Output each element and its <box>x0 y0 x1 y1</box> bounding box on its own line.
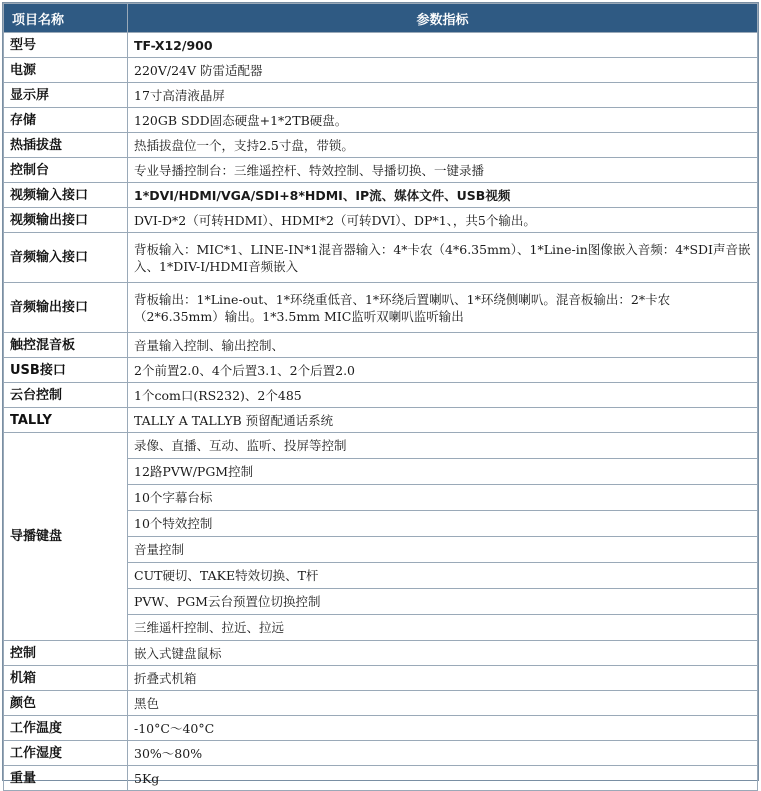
director-keyboard-item: 10个字幕台标 <box>128 485 758 511</box>
row-key: 控制 <box>4 641 128 666</box>
table-row <box>4 641 758 666</box>
row-key: 存储 <box>4 108 128 133</box>
row-value: 30%～80% <box>128 741 758 766</box>
row-value <box>128 283 758 333</box>
director-keyboard-item: 12路PVW/PGM控制 <box>128 459 758 485</box>
director-keyboard-item: CUT硬切、TAKE特效切换、T杆 <box>128 563 758 589</box>
row-value: 专业导播控制台：三维遥控杆、特效控制、导播切换、一键录播 <box>128 158 758 183</box>
row-key: 云台控制 <box>4 383 128 408</box>
row-key-director-keyboard: 导播键盘 <box>4 433 128 641</box>
row-key: 型号 <box>4 33 128 58</box>
row-key: TALLY <box>4 408 128 433</box>
header-item-name: 项目名称 <box>4 4 128 33</box>
spec-table <box>3 3 758 791</box>
table-row <box>4 741 758 766</box>
director-keyboard-item: 10个特效控制 <box>128 511 758 537</box>
row-value: 5Kg <box>128 766 758 791</box>
table-row <box>4 666 758 691</box>
row-value: 220V/24V 防雷适配器 <box>128 58 758 83</box>
row-value: -10°C～40°C <box>128 716 758 741</box>
table-row <box>4 33 758 58</box>
row-value: 音量输入控制、输出控制、 <box>128 333 758 358</box>
row-key: 机箱 <box>4 666 128 691</box>
row-value: 1个com口(RS232)、2个485 <box>128 383 758 408</box>
table-row <box>4 358 758 383</box>
row-key: 控制台 <box>4 158 128 183</box>
row-value: 黑色 <box>128 691 758 716</box>
header-row <box>4 4 758 33</box>
row-key: 电源 <box>4 58 128 83</box>
table-row <box>4 233 758 283</box>
table-row <box>4 716 758 741</box>
table-row <box>4 133 758 158</box>
director-keyboard-item: 音量控制 <box>128 537 758 563</box>
row-key: 颜色 <box>4 691 128 716</box>
director-keyboard-item: 录像、直播、互动、监听、投屏等控制 <box>128 433 758 459</box>
spec-table-container <box>2 2 759 786</box>
row-key: 触控混音板 <box>4 333 128 358</box>
row-value: TALLY A TALLYB 预留配通话系统 <box>128 408 758 433</box>
table-row <box>4 691 758 716</box>
row-value: 热插拔盘位一个，支持2.5寸盘，带锁。 <box>128 133 758 158</box>
row-value-text: 背板输入：MIC*1、LINE-IN*1混音器输入：4*卡农（4*6.35mm）、1*Line-in图像嵌入音频：4*SDI声音嵌入、1*DIV-I/HDMI音频嵌入 <box>134 241 751 274</box>
table-row <box>4 433 758 459</box>
row-value: 2个前置2.0、4个后置3.1、2个后置2.0 <box>128 358 758 383</box>
row-value: 17寸高清液晶屏 <box>128 83 758 108</box>
row-value: 1*DVI/HDMI/VGA/SDI+8*HDMI、IP流、媒体文件、USB视频 <box>128 183 758 208</box>
table-row <box>4 58 758 83</box>
row-key: 视频输出接口 <box>4 208 128 233</box>
table-row <box>4 333 758 358</box>
row-key: 显示屏 <box>4 83 128 108</box>
table-row <box>4 383 758 408</box>
table-row <box>4 83 758 108</box>
table-row <box>4 208 758 233</box>
row-key: 重量 <box>4 766 128 791</box>
header-parameter: 参数指标 <box>128 4 758 33</box>
row-key: 视频输入接口 <box>4 183 128 208</box>
row-value: 折叠式机箱 <box>128 666 758 691</box>
row-key: 热插拔盘 <box>4 133 128 158</box>
row-key: USB接口 <box>4 358 128 383</box>
row-key: 工作湿度 <box>4 741 128 766</box>
row-value: 嵌入式键盘鼠标 <box>128 641 758 666</box>
row-value: TF-X12/900 <box>128 33 758 58</box>
row-value: DVI-D*2（可转HDMI）、HDMI*2（可转DVI）、DP*1、，共5个输出。 <box>128 208 758 233</box>
row-value: 120GB SDD固态硬盘+1*2TB硬盘。 <box>128 108 758 133</box>
row-key: 音频输出接口 <box>4 283 128 333</box>
row-key: 工作温度 <box>4 716 128 741</box>
row-value <box>128 233 758 283</box>
table-row <box>4 183 758 208</box>
table-row <box>4 108 758 133</box>
director-keyboard-item: 三维遥杆控制、拉近、拉远 <box>128 615 758 641</box>
row-key: 音频输入接口 <box>4 233 128 283</box>
table-row <box>4 766 758 791</box>
director-keyboard-item: PVW、PGM云台预置位切换控制 <box>128 589 758 615</box>
row-value-text: 背板输出：1*Line-out、1*环绕重低音、1*环绕后置喇叭、1*环绕侧喇叭。混音板输出：2*卡农（2*6.35mm）输出。1*3.5mm MIC监听双喇叭监听输出 <box>134 291 671 324</box>
table-row <box>4 283 758 333</box>
table-row <box>4 158 758 183</box>
table-row <box>4 408 758 433</box>
